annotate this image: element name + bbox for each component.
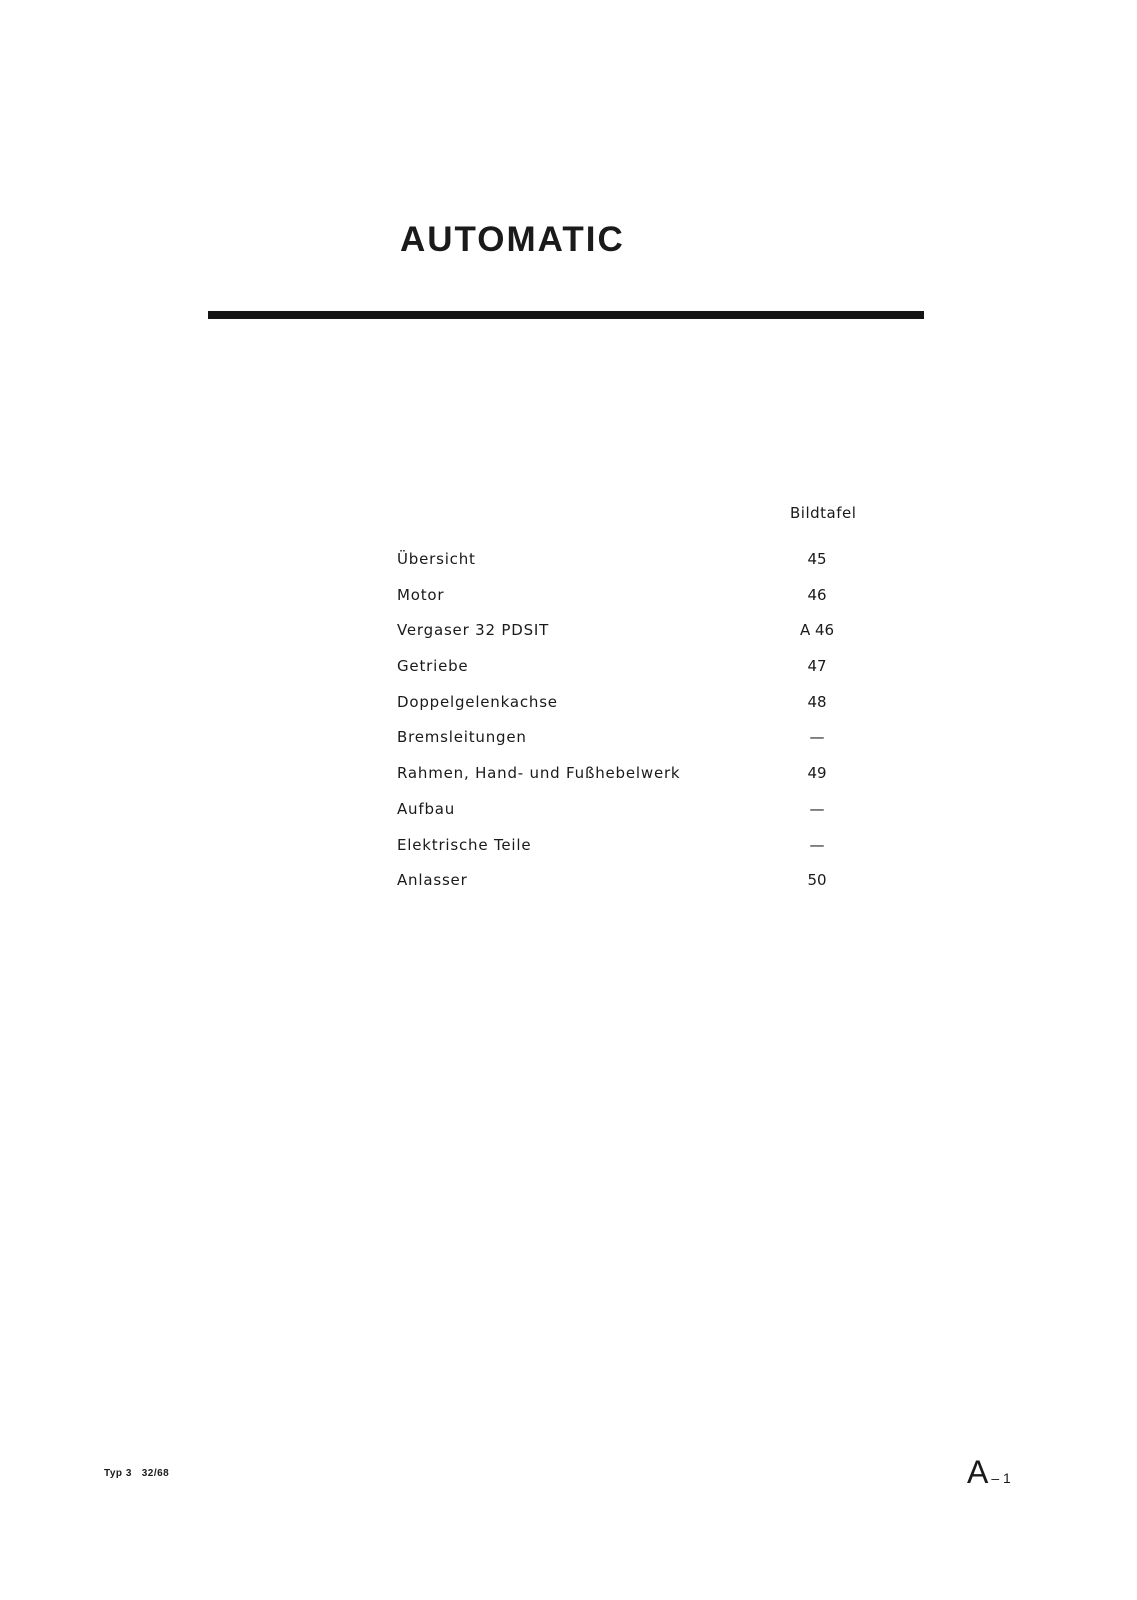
table-of-contents	[397, 550, 877, 907]
toc-row	[397, 693, 877, 729]
toc-plate-number: 45	[807, 550, 827, 568]
toc-plate-number: —	[809, 835, 825, 854]
toc-row	[397, 550, 877, 586]
toc-label: Motor	[397, 585, 445, 604]
toc-label: Getriebe	[397, 657, 469, 676]
toc-row	[397, 836, 877, 872]
toc-label: Doppelgelenkachse	[397, 692, 558, 711]
toc-plate-number: 49	[807, 764, 827, 783]
title-divider	[208, 311, 924, 319]
toc-label: Bremsleitungen	[397, 728, 527, 747]
toc-label: Elektrische Teile	[397, 835, 532, 854]
toc-plate-number: 50	[807, 871, 827, 890]
toc-plate-number: 46	[807, 585, 827, 604]
toc-row	[397, 657, 877, 693]
page-letter: A	[967, 1454, 989, 1490]
toc-label: Anlasser	[397, 871, 468, 890]
toc-row	[397, 764, 877, 800]
page-number	[967, 1456, 1011, 1488]
toc-plate-number: A 46	[799, 621, 835, 640]
toc-label: Übersicht	[397, 550, 476, 568]
page-title: AUTOMATIC	[400, 220, 625, 259]
toc-plate-number: —	[809, 728, 825, 747]
toc-row	[397, 621, 877, 657]
footer-type-code: Typ 3 32/68	[104, 1468, 170, 1479]
toc-row	[397, 586, 877, 622]
toc-label: Rahmen, Hand- und Fußhebelwerk	[397, 764, 681, 783]
toc-row	[397, 800, 877, 836]
toc-plate-number: 48	[807, 692, 827, 711]
toc-plate-number: 47	[807, 657, 827, 676]
toc-label: Aufbau	[397, 799, 456, 818]
toc-plate-number: —	[809, 799, 825, 818]
page-number-suffix: – 1	[991, 1470, 1011, 1486]
toc-row	[397, 728, 877, 764]
column-header-bildtafel: Bildtafel	[790, 504, 857, 522]
toc-row	[397, 871, 877, 907]
toc-label: Vergaser 32 PDSIT	[397, 621, 550, 640]
